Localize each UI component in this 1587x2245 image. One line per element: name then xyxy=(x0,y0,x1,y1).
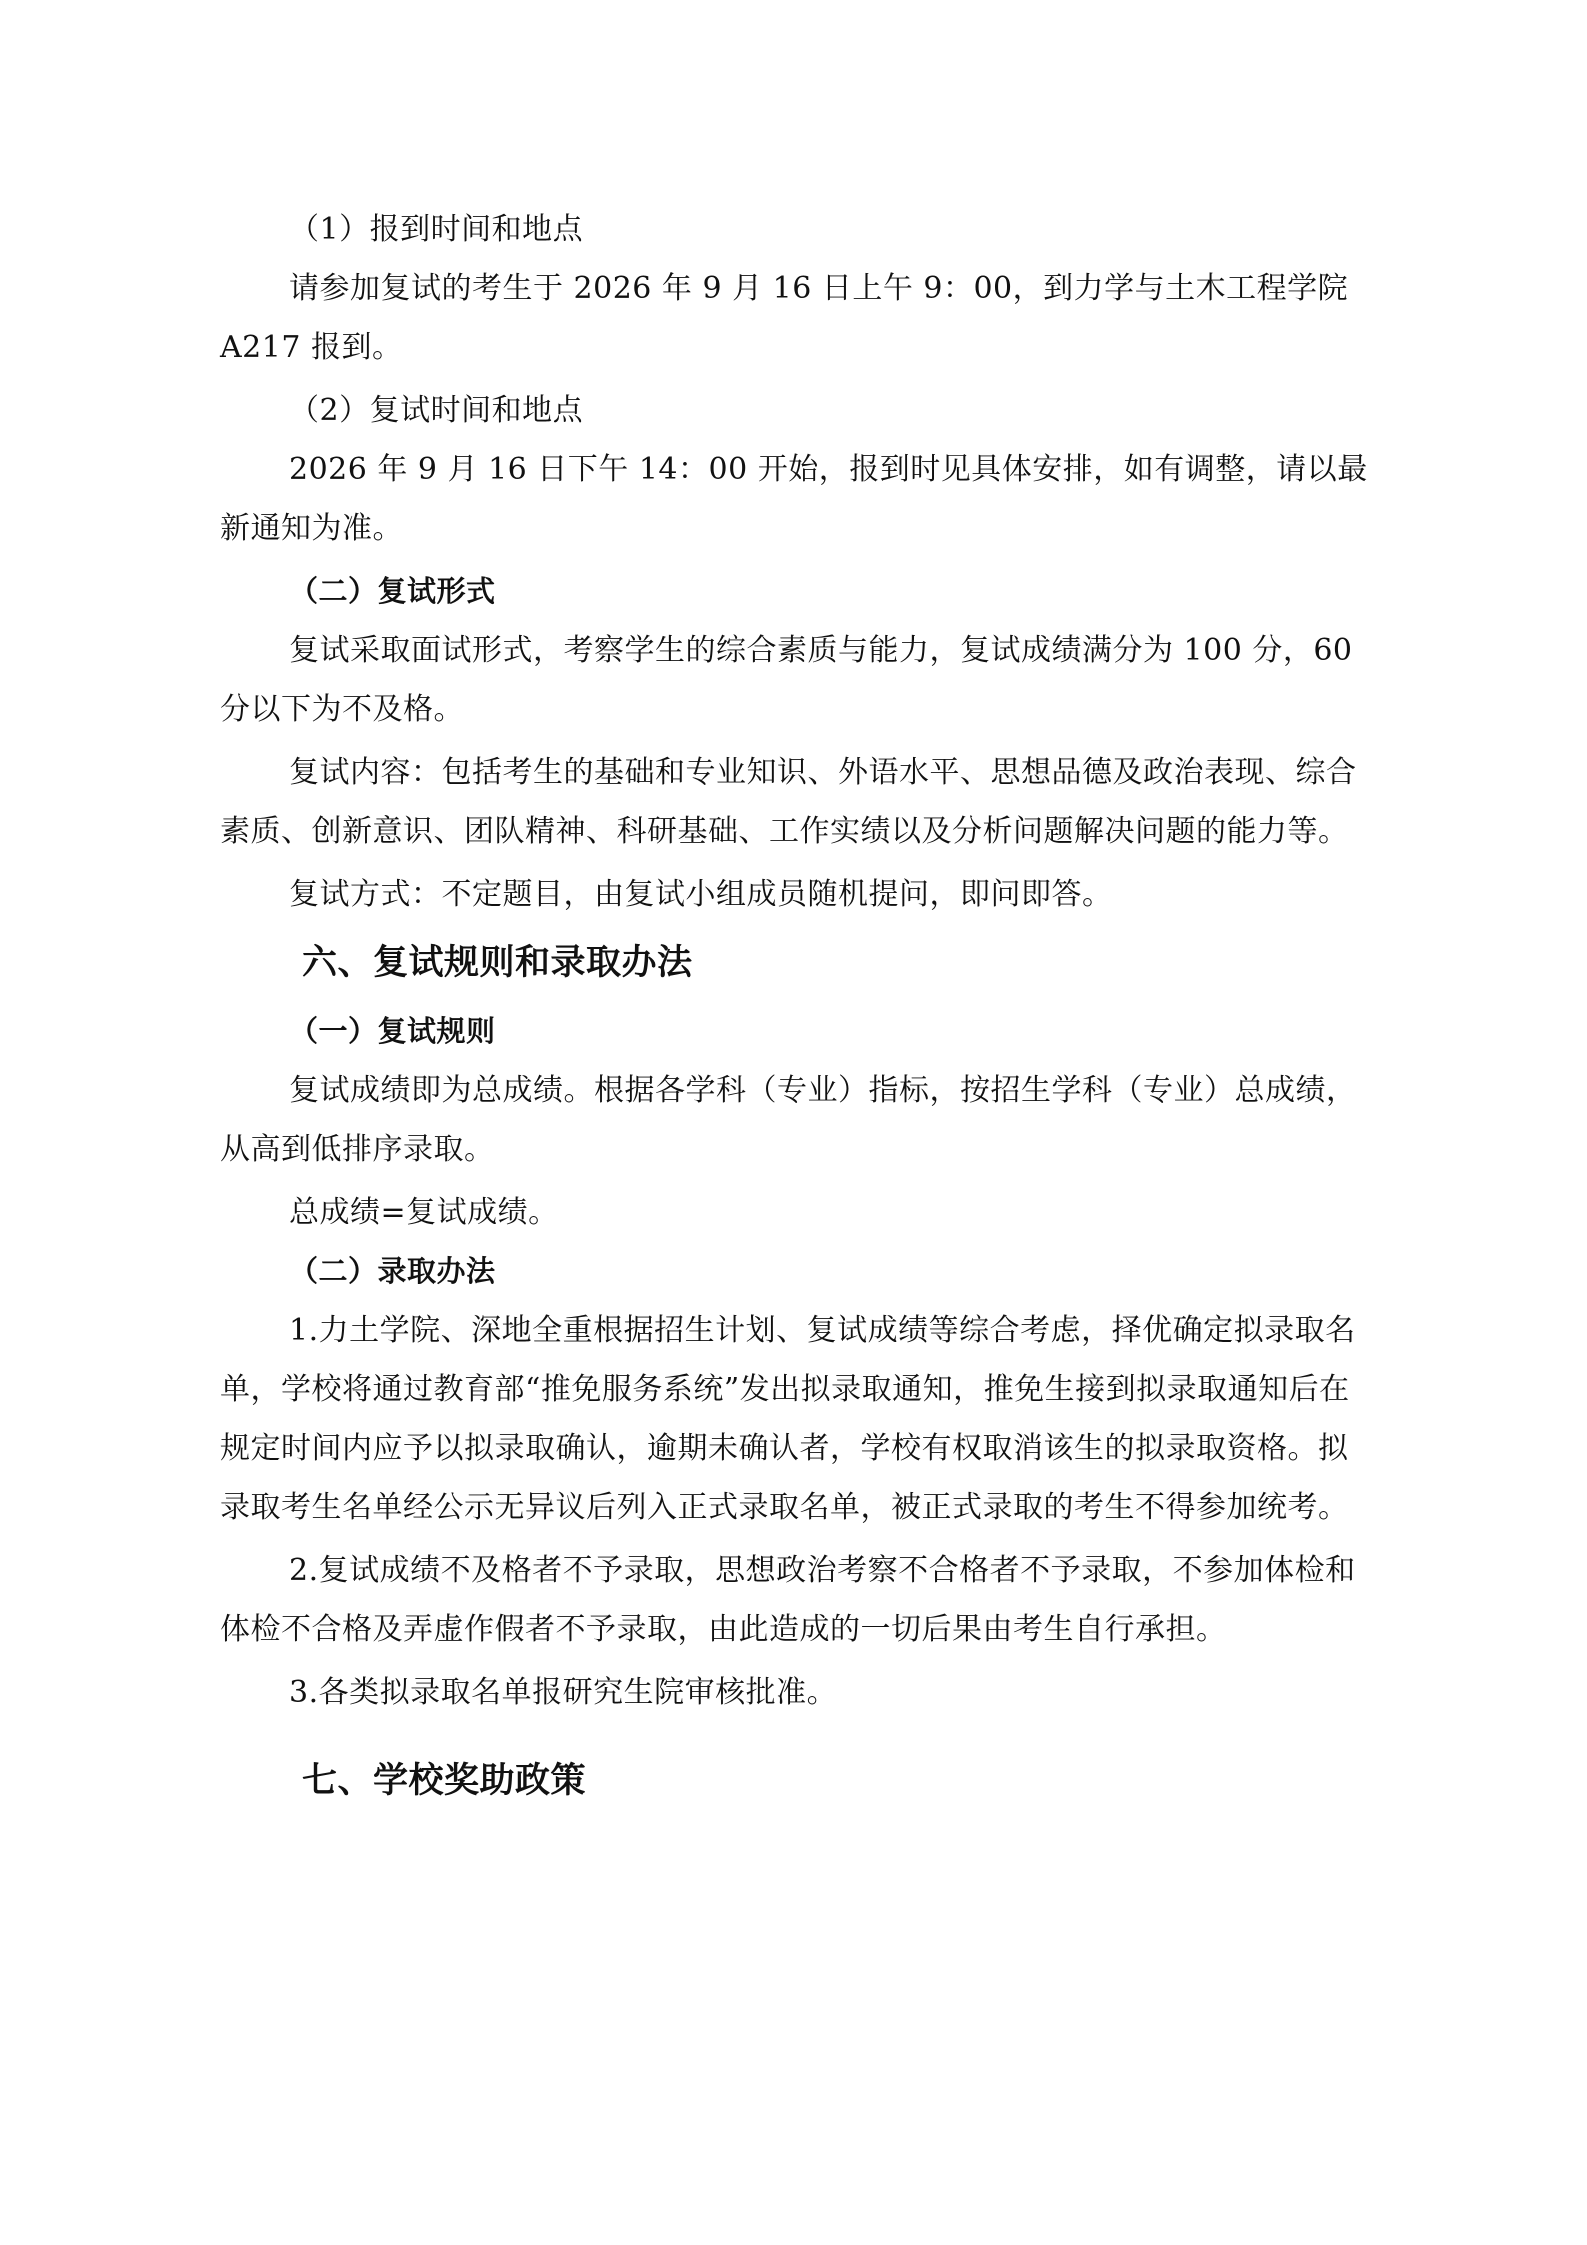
exam-time-subtitle: （2）复试时间和地点 xyxy=(289,393,584,428)
exam-rules-heading: （一）复试规则 xyxy=(289,1014,496,1048)
total-score-paragraph: 总成绩=复试成绩。 xyxy=(289,1195,559,1230)
section-six-heading: 六、复试规则和录取办法 xyxy=(302,943,693,983)
document-body xyxy=(220,200,1370,1820)
registration-subtitle: （1）报到时间和地点 xyxy=(289,212,584,247)
exam-content-paragraph: 复试内容：包括考生的基础和专业知识、外语水平、思想品德及政治表现、综合素质、创新意识、团队精神、科研基础、工作实绩以及分析问题解决问题的能力等。 xyxy=(220,755,1357,849)
admission-method-heading: （二）录取办法 xyxy=(289,1254,496,1288)
admission-item-2: 2.复试成绩不及格者不予录取，思想政治考察不合格者不予录取，不参加体检和体检不合格及弄虚作假者不予录取，由此造成的一切后果由考生自行承担。 xyxy=(220,1553,1356,1647)
exam-time-paragraph: 2026 年 9 月 16 日下午 14：00 开始，报到时见具体安排，如有调整，请以最新通知为准。 xyxy=(220,452,1368,546)
exam-rules-paragraph: 复试成绩即为总成绩。根据各学科（专业）指标，按招生学科（专业）总成绩，从高到低排序录取。 xyxy=(220,1073,1357,1167)
exam-form-heading: （二）复试形式 xyxy=(289,574,496,608)
exam-method-paragraph: 复试方式：不定题目，由复试小组成员随机提问，即问即答。 xyxy=(289,877,1113,912)
admission-item-1: 1.力土学院、深地全重根据招生计划、复试成绩等综合考虑，择优确定拟录取名单，学校将通过教育部“推免服务系统”发出拟录取通知，推免生接到拟录取通知后在规定时间内应予以拟录取确认，逾期未确认者，学校有权取消该生的拟录取资格。拟录取考生名单经公示无异议后列入正式录取名单，被正式录取的考生不得参加统考。 xyxy=(220,1313,1356,1525)
section-seven-heading: 七、学校奖助政策 xyxy=(302,1761,587,1801)
exam-form-paragraph: 复试采取面试形式，考察学生的综合素质与能力，复试成绩满分为 100 分，60 分以下为不及格。 xyxy=(220,633,1353,727)
registration-paragraph: 请参加复试的考生于 2026 年 9 月 16 日上午 9：00，到力学与土木工程学院 A217 报到。 xyxy=(220,271,1349,365)
admission-item-3: 3.各类拟录取名单报研究生院审核批准。 xyxy=(289,1675,838,1710)
